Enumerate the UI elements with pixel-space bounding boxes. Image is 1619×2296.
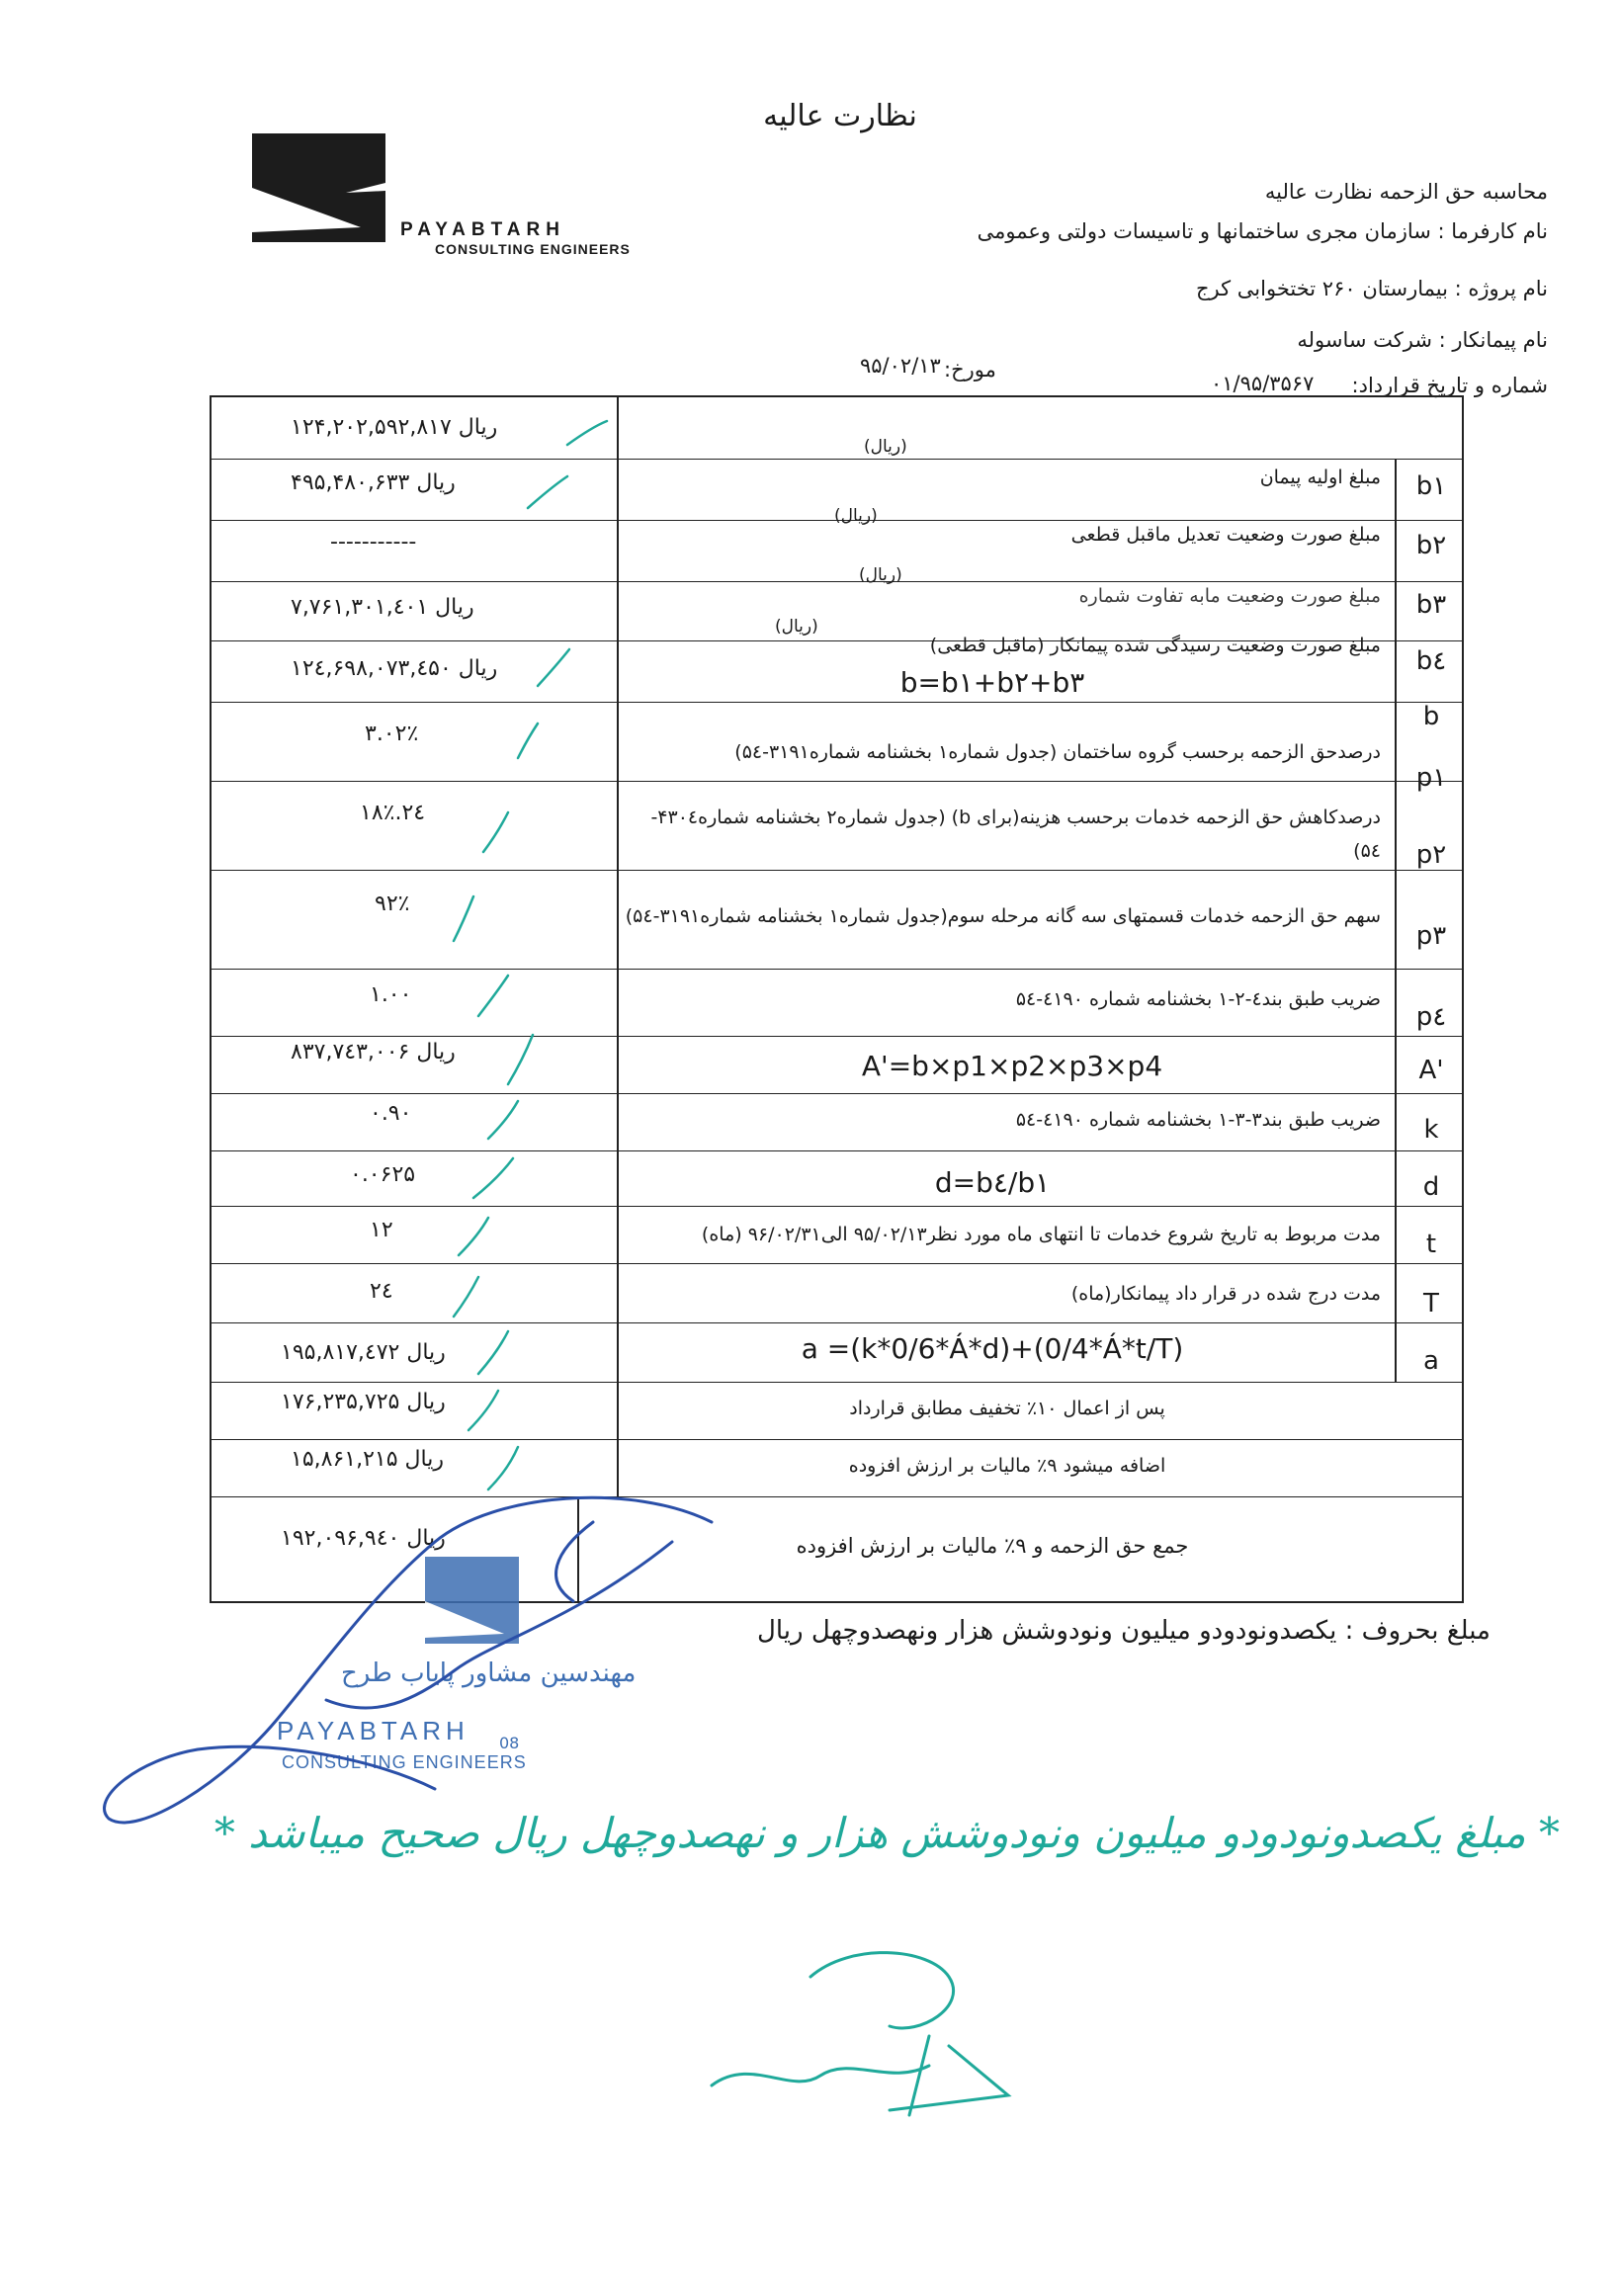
desc-p4: ضریب طبق بند٤-۲-۱ بخشنامه شماره ٤۱۹۰-۵٤ (1015, 988, 1381, 1010)
row-value: ریال ۴۹۵,۴۸۰,۶۳۳ (291, 470, 456, 495)
desc-p1: درصدحق الزحمه برحسب گروه ساختمان (جدول شماره۱ بخشنامه شماره۳۱۹۱-۵٤) (734, 741, 1381, 763)
date-value: ۹۵/۰۲/۱۳ (860, 354, 941, 378)
formula-a: a =(k*0/6*Á*d)+(0/4*Á*t/T) (801, 1332, 1184, 1365)
row-value: ریال ۱۹۵,۸۱۷,٤۷۲ (281, 1340, 446, 1365)
sym-b2: b۲ (1415, 531, 1447, 560)
row-value: ریال ۱۹۲,۰۹۶,۹٤۰ (281, 1526, 446, 1551)
row-value: ریال ۸۳۷,۷٤۳,۰۰۶ (291, 1040, 456, 1064)
header-line-calc: محاسبه حق الزحمه نظارت عالیه (1264, 180, 1548, 204)
sym-p3: p۳ (1415, 921, 1447, 951)
logo-mark-icon (252, 133, 385, 242)
sym-a-prime: A' (1418, 1056, 1444, 1085)
row-value: ۲٤ (370, 1279, 393, 1304)
stamp-text: مهندسین مشاور پایاب طرح (341, 1658, 637, 1688)
check-marks-icon (212, 397, 1462, 1601)
sym-t: t (1425, 1230, 1437, 1259)
row-value: ۲٤.۱۸٪ (360, 801, 426, 825)
row-value: ۰.۰۶۲۵ (350, 1162, 416, 1187)
sym-p1: p۱ (1415, 763, 1447, 793)
stamp-name: PAYABTARH (277, 1716, 469, 1745)
logo-subtitle: CONSULTING ENGINEERS (435, 241, 631, 257)
sym-p4: p٤ (1415, 1002, 1447, 1032)
row-value: ۳.۰۲٪ (365, 722, 419, 746)
row-value: ریال ۱۲٤,۶۹۸,۰۷۳,٤۵۰ (291, 656, 498, 681)
row-value: ۹۲٪ (375, 892, 410, 916)
desc-p2: درصدکاهش حق الزحمه خدمات برحسب هزینه(برای b) (جدول شماره۲ بخشنامه شماره۴۳۰٤- (650, 807, 1381, 828)
desc-b2: مبلغ صورت وضعیت تعدیل ماقبل قطعی (1070, 524, 1381, 546)
stamp-subtitle: CONSULTING ENGINEERS (282, 1752, 527, 1772)
desc-T: مدت درج شده در قرار داد پیمانکار(ماه) (1070, 1283, 1381, 1305)
desc-t: مدت مربوط به تاریخ شروع خدمات تا انتهای ماه مورد نظر۹۵/۰۲/۱۳ الی۹۶/۰۲/۳۱ (ماه) (701, 1224, 1381, 1245)
contract-number: ۰۱/۹۵/۳۵۶۷ (1211, 372, 1315, 395)
handwritten-signature-icon (692, 1937, 1107, 2135)
row-unit: (ریال) (859, 565, 902, 585)
desc-discount: پس از اعمال ۱۰٪ تخفیف مطابق قرارداد (849, 1398, 1165, 1419)
sym-p2: p۲ (1415, 840, 1447, 870)
date-label: مورخ: (944, 358, 996, 382)
desc-p3: سهم حق الزحمه خدمات قسمتهای سه گانه مرحله سوم(جدول شماره۱ بخشنامه شماره۳۱۹۱-۵٤) (625, 905, 1381, 927)
row-value: ۱.۰۰ (370, 982, 412, 1007)
desc-k: ضریب طبق بند۳-۳-۱ بخشنامه شماره ٤۱۹۰-۵٤ (1015, 1109, 1381, 1131)
header-line-client: نام کارفرما : سازمان مجری ساختمانها و تاسیسات دولتی وعمومی (977, 219, 1548, 243)
row-value: ----------- (330, 530, 417, 554)
row-unit: (ریال) (864, 437, 907, 457)
desc-total: جمع حق الزحمه و ۹٪ مالیات بر ارزش افزوده (796, 1534, 1189, 1558)
sym-d: d (1422, 1172, 1440, 1202)
row-value: ۱۲ (370, 1218, 393, 1242)
desc-b3: مبلغ صورت وضعیت مابه تفاوت شماره (1078, 585, 1381, 607)
stamp-code: 08 (499, 1734, 520, 1752)
header-line-project: نام پروژه : بیمارستان ۲۶۰ تختخوابی کرج (1195, 277, 1548, 300)
company-logo (252, 133, 385, 242)
formula-d: d=b٤/b۱ (934, 1166, 1051, 1199)
logo-name: PAYABTARH (400, 219, 565, 240)
row-value: ریال ۱۵,۸۶۱,۲۱۵ (291, 1447, 444, 1472)
sym-k: k (1423, 1115, 1439, 1145)
page-title: نظارت عالیه (763, 99, 917, 133)
sym-b3: b۳ (1415, 590, 1447, 620)
amount-in-words: مبلغ بحروف : یکصدونودودو میلیون ونودوشش هزار ونهصدوچهل ریال (756, 1616, 1491, 1646)
sym-b: b (1422, 702, 1440, 731)
sym-a: a (1423, 1346, 1439, 1376)
handwritten-note: * مبلغ یکصدونودودو میلیون ونودوشش هزار و نهصدوچهل ریال صحیح میباشد * (213, 1809, 1560, 1857)
fee-table (210, 395, 1464, 1603)
row-value: ریال ۱۲۴,۲۰۲,۵۹۲,۸۱۷ (291, 415, 498, 440)
desc-p2-cont: ۵٤) (1353, 840, 1381, 862)
row-value: ریال ۷,۷۶۱,۳۰۱,٤۰۱ (291, 595, 474, 620)
formula-a-prime: A'=b×p1×p2×p3×p4 (861, 1050, 1163, 1082)
desc-vat: اضافه میشود ۹٪ مالیات بر ارزش افزوده (848, 1455, 1166, 1477)
sym-b1: b۱ (1415, 471, 1447, 501)
row-value: ریال ۱۷۶,۲۳۵,۷۲۵ (281, 1390, 446, 1414)
sym-T: T (1423, 1289, 1439, 1318)
desc-b1: مبلغ اولیه پیمان (1259, 467, 1381, 488)
sym-b4: b٤ (1415, 646, 1447, 676)
row-unit: (ریال) (834, 506, 878, 526)
row-value: ۰.۹۰ (370, 1101, 412, 1126)
row-unit: (ریال) (775, 617, 818, 637)
header-line-contract: شماره و تاریخ قرارداد: (1351, 374, 1548, 397)
desc-b4: مبلغ صورت وضعیت رسیدگی شده پیمانکار (ماقبل قطعی) (929, 635, 1381, 656)
formula-b: b=b۱+b۲+b۳ (899, 666, 1085, 699)
header-line-contractor: نام پیمانکار : شرکت ساسوله (1297, 328, 1548, 352)
